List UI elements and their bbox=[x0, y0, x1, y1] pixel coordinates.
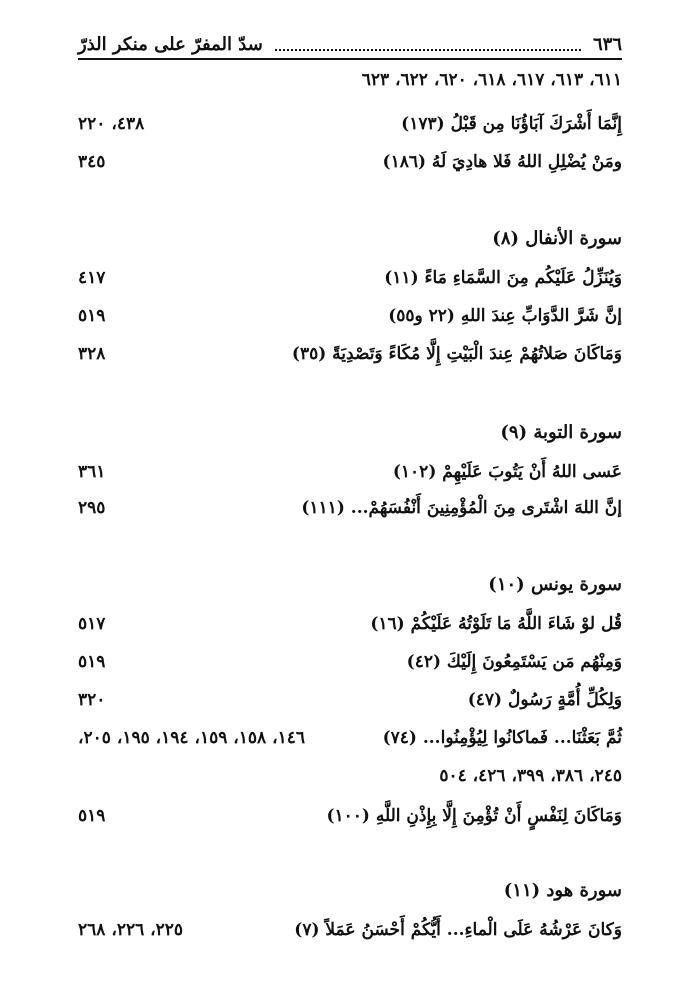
index-entry bbox=[78, 724, 622, 752]
index-entry bbox=[78, 686, 622, 714]
index-entry bbox=[78, 340, 622, 368]
index-entry bbox=[78, 302, 622, 330]
page-refs: ٥١٩ bbox=[78, 652, 106, 672]
book-title: سدّ المفرّ على منكر الذرّ bbox=[78, 33, 263, 55]
verse-text: ومَنْ يُضْلِلِ اللهُ فَلا هادِيَ لَهُ (١٨٦) bbox=[382, 152, 622, 172]
verse-text: عَسى اللهُ أَنْ يَتُوبَ عَلَيْهِمْ (١٠٢) bbox=[392, 462, 622, 482]
surah-title-hud: سورة هود (١١) bbox=[503, 880, 622, 901]
index-entry bbox=[78, 494, 622, 522]
page-refs: ٥١٩ bbox=[78, 806, 106, 826]
page-refs: ٢٢٥، ٢٢٦، ٢٦٨ bbox=[78, 920, 184, 940]
page-refs: ٤٣٨، ٢٢٠ bbox=[78, 114, 145, 134]
verse-text: وَكانَ عَرْشُهُ عَلَى الْماءِ... أَيُّكُمْ أَحْسَنُ عَمَلاً (٧) bbox=[294, 920, 622, 940]
verse-text: وَمَاكَانَ لِنَفْسٍ أَنْ تُؤْمِنَ إِلَّا بِإِذْنِ اللَّهِ (١٠٠) bbox=[326, 806, 622, 826]
page-refs: ٣٤٥ bbox=[78, 152, 106, 172]
verse-text: وَيُنَزِّلُ عَلَيْكُم مِنَ السَّمَاءِ مَاءً (١١) bbox=[384, 268, 622, 288]
verse-text: وَمَاكَانَ صَلاتُهُمْ عِندَ الْبَيْتِ إِلَّا مُكَاءً وَتَصْدِيَةً (٣٥) bbox=[291, 344, 622, 364]
page-refs: ٥١٩ bbox=[78, 306, 106, 326]
header-leader-dots bbox=[275, 49, 581, 51]
page-refs: ٣٢٨ bbox=[78, 344, 106, 364]
carryover-pages-line bbox=[78, 66, 622, 94]
page-refs: ٢٩٥ bbox=[78, 498, 106, 518]
verse-text: إنَّ اللهَ اشْتَرى مِنَ الْمُؤْمِنِينَ أَنْفُسَهُمْ... (١١١) bbox=[301, 498, 622, 518]
index-entry bbox=[78, 610, 622, 638]
page-refs: ١٤٦، ١٥٨، ١٥٩، ١٩٤، ١٩٥، ٢٠٥، bbox=[78, 728, 305, 748]
index-entry bbox=[78, 110, 622, 138]
index-entry bbox=[78, 916, 622, 944]
verse-text: ثُمَّ بَعَثْنَا... فَماكانُوا لِيُؤْمِنُوا... (٧٤) bbox=[382, 728, 622, 748]
verse-text: إِنَّمَا أَشْرَكَ آبَاؤُنَا مِن قَبْلُ (١٧٣) bbox=[401, 114, 622, 134]
page-refs: ٣٦١ bbox=[78, 462, 106, 482]
page-refs-continued: ٢٤٥، ٣٨٦، ٣٩٩، ٤٢٦، ٥٠٤ bbox=[439, 766, 622, 786]
running-header bbox=[78, 30, 622, 60]
index-entry bbox=[78, 148, 622, 176]
index-entry-continuation bbox=[78, 762, 622, 790]
page-refs: ٣٢٠ bbox=[78, 690, 106, 710]
page-number: ٦٣٦ bbox=[592, 33, 622, 55]
index-entry bbox=[78, 458, 622, 486]
verse-text: قُل لوْ شَاءَ اللَّهُ مَا تَلَوْتُهُ عَلَيْكُمْ (١٦) bbox=[370, 614, 622, 634]
index-entry bbox=[78, 264, 622, 292]
index-entry bbox=[78, 648, 622, 676]
page-refs: ٤١٧ bbox=[78, 268, 106, 288]
surah-title-tawbah: سورة التوبة (٩) bbox=[500, 422, 622, 443]
surah-title-yunus: سورة يونس (١٠) bbox=[488, 574, 622, 595]
verse-text: وَمِنْهُم مَن يَسْتَمِعُونَ إِلَيْكَ (٤٢) bbox=[406, 652, 622, 672]
verse-text: إنَّ شَرَّ الدَّوَابِّ عِندَ اللهِ (٢٢ و٥٥) bbox=[388, 306, 622, 326]
verse-text: وَلِكُلِّ أُمَّةٍ رَسُولٌ (٤٧) bbox=[467, 690, 622, 710]
surah-title-anfal: سورة الأنفال (٨) bbox=[492, 228, 622, 249]
index-entry bbox=[78, 802, 622, 830]
page-refs: ٥١٧ bbox=[78, 614, 106, 634]
carryover-pages: ٦١١، ٦١٣، ٦١٧، ٦١٨، ٦٢٠، ٦٢٢، ٦٢٣ bbox=[361, 70, 622, 90]
